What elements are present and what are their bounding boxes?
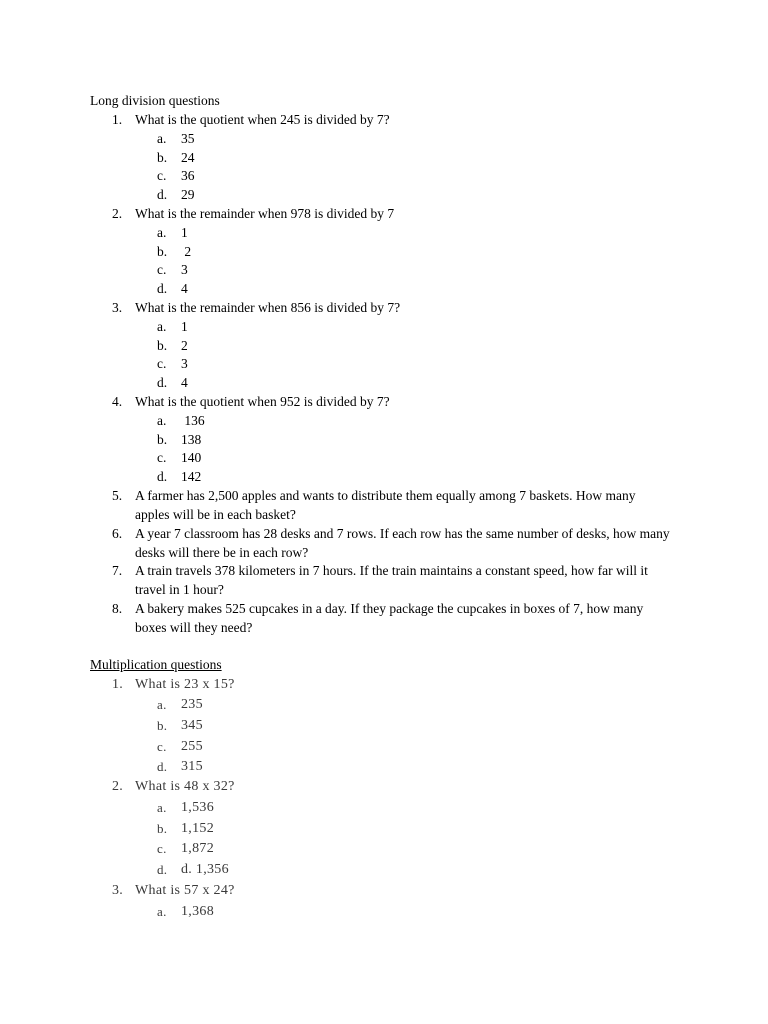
- question-text: What is 57 x 24?: [135, 883, 235, 898]
- option-text: 255: [181, 739, 203, 754]
- option-text: 1: [181, 225, 188, 240]
- question-text: A farmer has 2,500 apples and wants to distribute them equally among 7 baskets. How many apples will be in each basket?: [135, 488, 636, 522]
- option-text: 24: [181, 150, 195, 165]
- option-text: 35: [181, 131, 195, 146]
- option-letter: a.: [157, 904, 167, 919]
- question-number: 1.: [112, 677, 124, 692]
- question-text: A year 7 classroom has 28 desks and 7 rows. If each row has the same number of desks, how many desks will there be in each row?: [135, 526, 670, 560]
- question-text: What is the remainder when 856 is divided by 7?: [135, 300, 401, 315]
- option-letter: c.: [157, 841, 167, 856]
- option-text: d. 1,356: [181, 862, 229, 877]
- option-letter: b.: [157, 338, 168, 353]
- option-letter: c.: [157, 356, 167, 371]
- question-text: What is 48 x 32?: [135, 779, 235, 794]
- question-text: What is the quotient when 952 is divided by 7?: [135, 394, 390, 409]
- question-number: 1.: [112, 112, 123, 127]
- option-text: 2: [181, 244, 192, 259]
- option-letter: c.: [157, 262, 167, 277]
- option-letter: c.: [157, 739, 167, 754]
- option-letter: b.: [157, 432, 168, 447]
- option-text: 36: [181, 168, 195, 183]
- question-text: What is the remainder when 978 is divided by 7: [135, 206, 395, 221]
- option-letter: c.: [157, 168, 167, 183]
- question-number: 3.: [112, 883, 124, 898]
- option-letter: a.: [157, 413, 167, 428]
- option-text: 136: [181, 413, 205, 428]
- option-text: 1,536: [181, 800, 214, 815]
- question-number: 5.: [112, 488, 123, 503]
- option-letter: b.: [157, 821, 168, 836]
- option-text: 1: [181, 319, 188, 334]
- question-number: 4.: [112, 394, 123, 409]
- option-letter: d.: [157, 281, 168, 296]
- option-letter: a.: [157, 319, 167, 334]
- option-text: 138: [181, 432, 202, 447]
- option-text: 3: [181, 262, 188, 277]
- question-number: 3.: [112, 300, 123, 315]
- option-text: 345: [181, 718, 203, 733]
- question-text: A bakery makes 525 cupcakes in a day. If they package the cupcakes in boxes of 7, how many boxes will they need?: [135, 601, 644, 635]
- question-text: What is 23 x 15?: [135, 677, 235, 692]
- option-text: 2: [181, 338, 188, 353]
- option-text: 315: [181, 759, 203, 774]
- option-letter: d.: [157, 375, 168, 390]
- option-letter: a.: [157, 800, 167, 815]
- option-letter: a.: [157, 131, 167, 146]
- question-text: A train travels 378 kilometers in 7 hours. If the train maintains a constant speed, how far will it travel in 1 hour?: [135, 563, 648, 597]
- option-letter: b.: [157, 244, 168, 259]
- question-number: 2.: [112, 779, 124, 794]
- option-text: 1,872: [181, 841, 214, 856]
- option-text: 142: [181, 469, 202, 484]
- question-number: 2.: [112, 206, 123, 221]
- question-number: 7.: [112, 563, 123, 578]
- section-title-long-division: Long division questions: [90, 93, 220, 108]
- option-text: 4: [181, 281, 188, 296]
- option-letter: c.: [157, 450, 167, 465]
- question-number: 6.: [112, 526, 123, 541]
- question-number: 8.: [112, 601, 123, 616]
- option-text: 29: [181, 187, 195, 202]
- option-letter: d.: [157, 187, 168, 202]
- option-text: 235: [181, 697, 203, 712]
- section-title-multiplication: Multiplication questions: [90, 657, 222, 672]
- option-letter: b.: [157, 150, 168, 165]
- option-text: 4: [181, 375, 188, 390]
- option-text: 1,368: [181, 904, 214, 919]
- option-letter: a.: [157, 225, 167, 240]
- option-letter: d.: [157, 469, 168, 484]
- option-letter: d.: [157, 759, 168, 774]
- option-text: 1,152: [181, 821, 214, 836]
- option-letter: d.: [157, 862, 168, 877]
- option-letter: a.: [157, 697, 167, 712]
- option-letter: b.: [157, 718, 168, 733]
- option-text: 3: [181, 356, 188, 371]
- question-text: What is the quotient when 245 is divided by 7?: [135, 112, 390, 127]
- option-text: 140: [181, 450, 202, 465]
